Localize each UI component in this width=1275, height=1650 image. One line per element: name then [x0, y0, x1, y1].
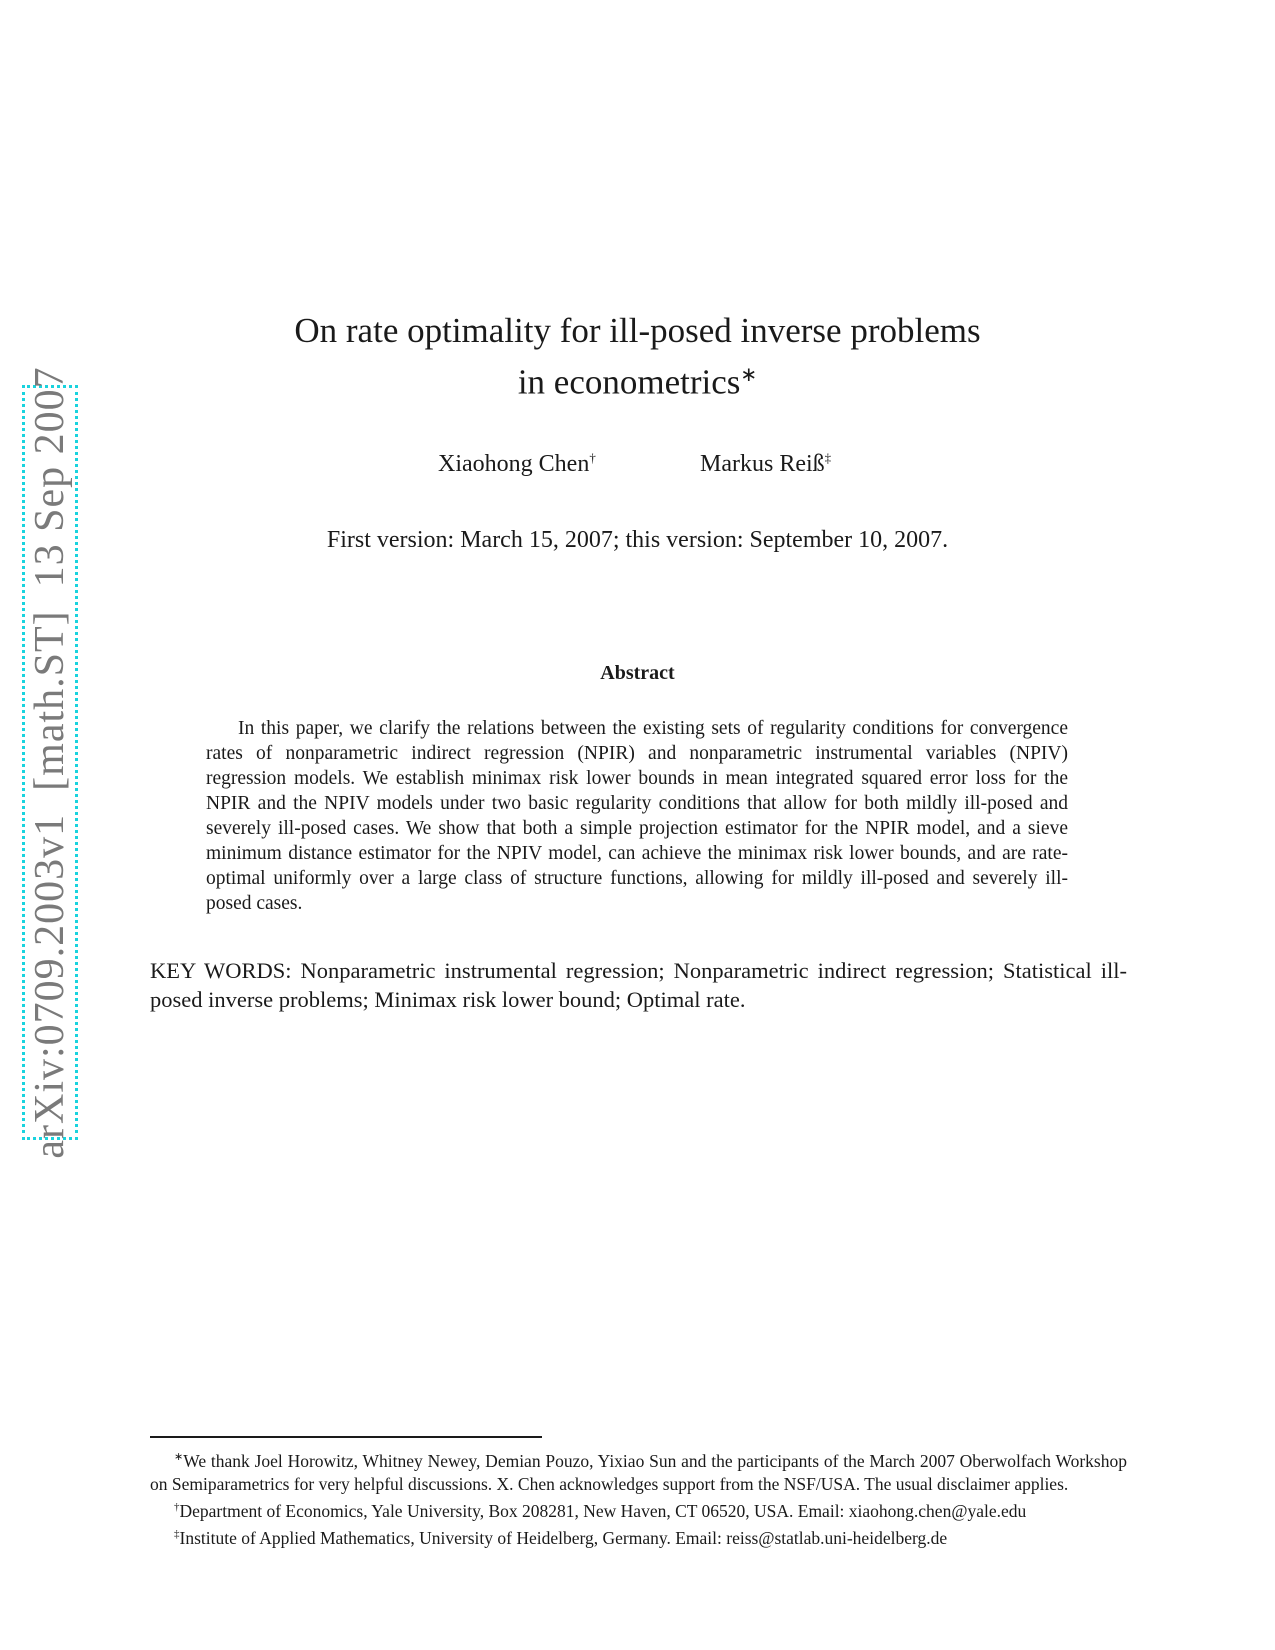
version-dates: First version: March 15, 2007; this version: September 10, 2007. — [326, 527, 949, 553]
arxiv-stamp: arXiv:0709.2003v1 [math.ST] 13 Sep 2007 — [22, 385, 78, 1140]
arxiv-stamp-container — [22, 366, 78, 1159]
footnote-mark: ∗ — [174, 1451, 184, 1463]
footnotes — [150, 1446, 1127, 1549]
author-chen — [438, 450, 596, 478]
title-line-2-text: in econometrics — [517, 362, 741, 402]
footnote-mark: † — [174, 1500, 180, 1513]
footnote-text: We thank Joel Horowitz, Whitney Newey, Demian Pouzo, Yixiao Sun and the participants of the March 2007 Oberwolfach Workshop on Semiparametrics for very helpful discussions. X. Chen acknowledges support from the NSF/USA. The usual disclaimer applies. — [150, 1450, 1127, 1494]
keywords: KEY WORDS: Nonparametric instrumental regression; Nonparametric indirect regression; Statistical ill-posed inverse problems; Minimax risk lower bound; Optimal rate. — [150, 958, 1127, 1012]
title-line-1: On rate optimality for ill-posed inverse problems — [294, 311, 981, 350]
footnote-text: Institute of Applied Mathematics, University of Heidelberg, Germany. Email: reiss@statlab.uni-heidelberg.de — [179, 1527, 948, 1548]
footnote-text: Department of Economics, Yale University, Box 208281, New Haven, CT 06520, USA. Email: xiaohong.chen@yale.edu — [179, 1500, 1027, 1521]
footnote-mark: ‡ — [174, 1527, 180, 1540]
author-footnote-mark: ‡ — [824, 450, 832, 465]
title-footnote-mark: ∗ — [740, 364, 758, 386]
abstract-body: In this paper, we clarify the relations between the existing sets of regularity conditions for convergence rates of nonparametric indirect regression (NPIR) and nonparametric instrumental variables (NPIV) regression models. We establish minimax risk lower bounds in mean integrated squared error loss for the NPIR and the NPIV models under two basic regularity conditions that allow for both mildly ill-posed and severely ill-posed cases. We show that both a simple projection estimator for the NPIR model, and a sieve minimum distance estimator for the NPIV model, can achieve the minimax risk lower bounds, and are rate-optimal uniformly over a large class of structure functions, allowing for mildly ill-posed and severely ill-posed cases. — [206, 718, 1068, 914]
footnote-reiss-affiliation — [150, 1523, 1127, 1550]
title-line-2 — [0, 353, 1275, 405]
author-name: Markus Reiß — [700, 451, 825, 477]
abstract-heading: Abstract — [600, 662, 675, 684]
author-footnote-mark: † — [589, 450, 596, 465]
footnote-rule — [150, 1436, 542, 1438]
footnote-chen-affiliation — [150, 1496, 1127, 1523]
footnote-acknowledgements — [150, 1446, 1127, 1496]
author-name: Xiaohong Chen — [438, 451, 590, 477]
paper-title — [0, 308, 1275, 405]
author-reiss — [700, 450, 831, 478]
